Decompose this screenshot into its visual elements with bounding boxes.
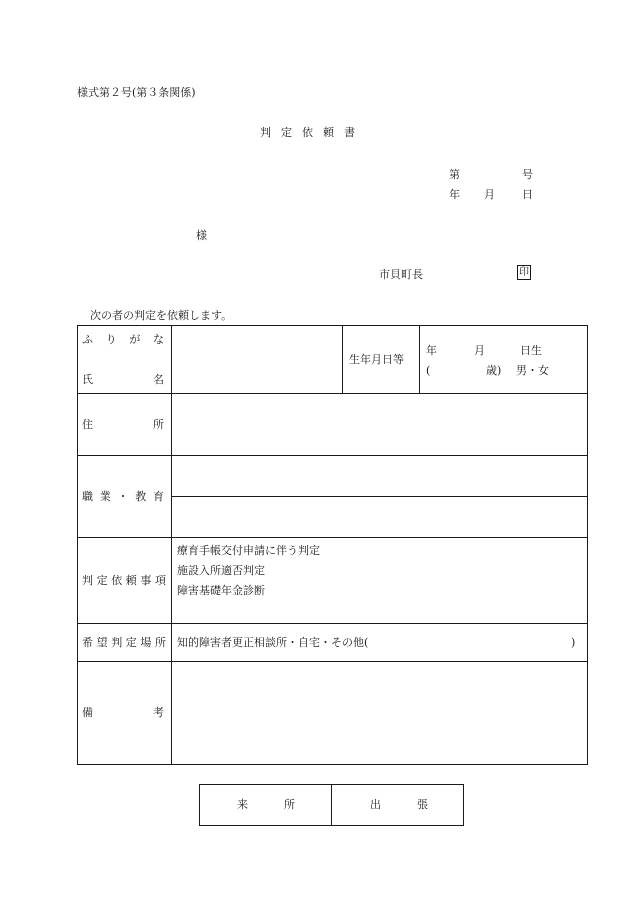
desired-place-options[interactable]: 知的障害者更正相談所・自宅・その他( — [177, 636, 369, 649]
reference-number-prefix: 第 — [449, 168, 460, 181]
remarks-label: 備 考 — [82, 706, 164, 719]
name-label: 氏 名 — [82, 373, 164, 386]
occupation-education-label: 職 業 ・ 教 育 — [82, 490, 164, 503]
dispatch-option[interactable]: 出 張 — [370, 798, 428, 811]
seal-mark: 印 — [519, 267, 529, 278]
request-item[interactable]: 療育手帳交付申請に伴う判定 — [177, 544, 320, 557]
table-border-right — [587, 325, 588, 765]
visit-type-divider — [331, 785, 332, 825]
visit-type-box — [199, 784, 464, 826]
birth-label: 生年月日等 — [349, 353, 404, 366]
address-field[interactable] — [172, 394, 586, 454]
remarks-field[interactable] — [172, 662, 586, 763]
desired-place-label: 希 望 判 定 場 所 — [82, 636, 166, 649]
age-label: 歳) — [486, 364, 502, 377]
occupation-field[interactable] — [172, 456, 586, 495]
row-divider — [77, 623, 588, 624]
education-field[interactable] — [172, 497, 586, 536]
request-item[interactable]: 障害基礎年金診断 — [177, 584, 265, 597]
row-divider — [77, 537, 588, 538]
addressee-suffix: 様 — [196, 229, 207, 242]
date-month-label: 月 — [484, 188, 495, 201]
birth-day-label: 日生 — [520, 344, 542, 357]
issuer-name: 市貝町長 — [379, 268, 423, 281]
name-field[interactable] — [171, 330, 342, 390]
gender-options[interactable]: 男・女 — [516, 364, 549, 377]
request-statement: 次の者の判定を依頼します。 — [90, 309, 233, 322]
age-open-paren: ( — [426, 364, 431, 377]
form-number: 様式第２号(第３条関係) — [77, 86, 196, 99]
birth-year-label: 年 — [426, 344, 437, 357]
visit-option[interactable]: 来 所 — [237, 798, 295, 811]
table-border-bottom — [77, 764, 588, 765]
name-birth-divider — [342, 325, 343, 393]
request-items-label: 判 定 依 頼 事 項 — [82, 574, 166, 587]
address-label: 住 所 — [82, 418, 164, 431]
request-item[interactable]: 施設入所適否判定 — [177, 564, 265, 577]
birth-month-label: 月 — [474, 344, 485, 357]
date-year-label: 年 — [449, 188, 460, 201]
reference-number-suffix: 号 — [522, 168, 533, 181]
birth-value-divider — [419, 325, 420, 393]
table-border-top — [77, 325, 588, 326]
page-title: 判定依頼書 — [260, 126, 365, 139]
furigana-label: ふ り が な — [82, 333, 164, 346]
table-border-left — [77, 325, 78, 765]
date-day-label: 日 — [522, 188, 533, 201]
desired-place-close-paren: ) — [571, 636, 576, 649]
